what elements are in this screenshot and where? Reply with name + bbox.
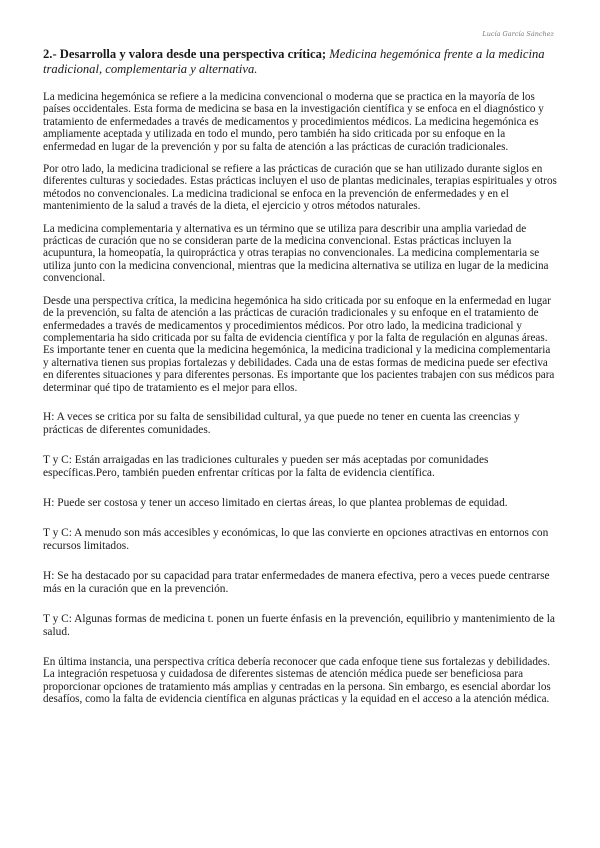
note-tc-prevention: T y C: Algunas formas de medicina t. ponen un fuerte énfasis en la prevención, equilibrio y mantenimiento de la salud. — [43, 612, 555, 638]
heading-number: 2.- Desarrolla y valora desde una perspectiva crítica; — [43, 47, 327, 61]
paragraph-conclusion: En última instancia, una perspectiva crítica debería reconocer que cada enfoque tiene sus fortalezas y debilidades. La integración respetuosa y cuidadosa de diferentes sistemas de atención médica puede ser beneficiosa para proporcionar opciones de tratamiento más amplias y centradas en la persona. Sin embargo, es esencial abordar los desafíos, como la falta de evidencia científica en algunas prácticas y la equidad en el acceso a la atención médica. — [43, 655, 551, 706]
note-h-effective: H: Se ha destacado por su capacidad para tratar enfermedades de manera efectiva, pero a veces puede centrarse más en la curación que en la prevención. — [43, 569, 550, 595]
note-tc-access: T y C: A menudo son más accesibles y económicas, lo que las convierte en opciones atractivas en entornos con recursos limitados. — [43, 526, 549, 552]
note-h-cultural: H: A veces se critica por su falta de sensibilidad cultural, ya que puede no tener en cuenta las creencias y prácticas de diferentes comunidades. — [43, 410, 520, 436]
author-signature: Lucía García Sánchez — [482, 30, 554, 38]
paragraph-traditional: Por otro lado, la medicina tradicional se refiere a las prácticas de curación que se han utilizado durante siglos en diferentes culturas y sociedades. Estas prácticas incluyen el uso de plantas medicinales, terapias espirituales y otros métodos no convencionales. La medicina tradicional se enfoca en la prevención de enfermedades y en el mantenimiento de la salud a través de la dieta, el ejercicio y otros métodos naturales. — [43, 163, 557, 213]
paragraph-hegemonic: La medicina hegemónica se refiere a la medicina convencional o moderna que se practica en la mayoría de los países occidentales. Esta forma de medicina se basa en la investigación científica y se enfoca en el diagnóstico y tratamiento de enfermedades a través de medicamentos y procedimientos médicos. La medicina hegemónica es ampliamente aceptada y utilizada en todo el mundo, pero también ha sido criticada por su enfoque en la enfermedad en lugar de la prevención y por su falta de atención a las prácticas de curación tradicionales. — [43, 91, 544, 153]
note-tc-traditions: T y C: Están arraigadas en las tradiciones culturales y pueden ser más aceptadas por comunidades específicas.Pero, también pueden enfrentar críticas por la falta de evidencia científica. — [43, 453, 489, 479]
paragraph-complementary: La medicina complementaria y alternativa es un término que se utiliza para describir una amplia variedad de prácticas de curación que no se consideran parte de la medicina convencional. Estas prácticas incluyen la acupuntura, la homeopatía, la quiropráctica y otras terapias no convencionales. La medicina complementaria se utiliza junto con la medicina convencional, mientras que la medicina alternativa se utiliza en lugar de la medicina convencional. — [43, 222, 549, 285]
heading-subtitle: Medicina hegemónica frente a la medicina tradicional, complementaria y alternativa. — [43, 47, 545, 76]
section-heading — [43, 47, 558, 77]
note-h-cost: H: Puede ser costosa y tener un acceso limitado en ciertas áreas, lo que plantea problemas de equidad. — [43, 496, 508, 509]
document-body — [43, 47, 558, 716]
paragraph-critical: Desde una perspectiva crítica, la medicina hegemónica ha sido criticada por su enfoque en la enfermedad en lugar de la prevención, su falta de atención a las prácticas de curación tradicionales y su enfoque en el tratamiento de enfermedades a través de medicamentos y procedimientos médicos. Por otro lado, la medicina tradicional y complementaria ha sido criticada por su falta de evidencia científica y por la falta de regulación en algunas áreas. Es importante tener en cuenta que la medicina hegemónica, la medicina tradicional y la medicina complementaria y alternativa tienen sus propias fortalezas y debilidades. Cada una de estas formas de medicina puede ser efectiva en diferentes situaciones y para diferentes personas. Es importante que los pacientes trabajen con sus médicos para determinar qué tipo de tratamiento es el mejor para ellos. — [43, 294, 555, 394]
